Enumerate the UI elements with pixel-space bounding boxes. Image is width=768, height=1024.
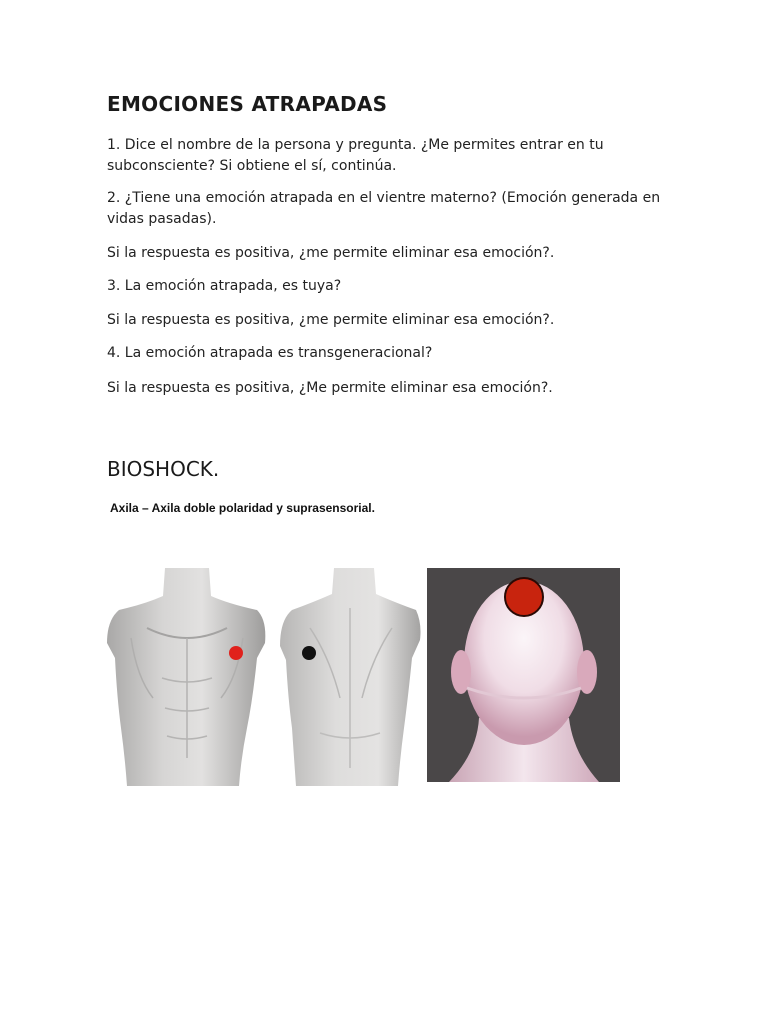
front-axilla-marker (229, 646, 243, 660)
paragraph-step-1: 1. Dice el nombre de la persona y pregunta. ¿Me permites entrar en tu subconsciente? Si obtiene el sí, continúa. (107, 137, 604, 174)
head-crown-marker (505, 578, 543, 616)
front-torso-image (107, 568, 267, 786)
paragraph-step-4: 4. La emoción atrapada es transgeneracional? (107, 345, 433, 361)
head-image (427, 568, 620, 782)
page-title: EMOCIONES ATRAPADAS (107, 92, 388, 116)
back-torso-image (280, 568, 422, 786)
paragraph-positive-2: Si la respuesta es positiva, ¿me permite eliminar esa emoción?. (107, 312, 555, 328)
back-axilla-marker (302, 646, 316, 660)
section-title: BIOSHOCK. (107, 457, 220, 481)
paragraph-step-2: 2. ¿Tiene una emoción atrapada en el vientre materno? (Emoción generada en vidas pasadas). (107, 190, 661, 227)
paragraph-step-3: 3. La emoción atrapada, es tuya? (107, 278, 342, 294)
figure-caption: Axila – Axila doble polaridad y suprasensorial. (110, 501, 375, 515)
paragraph-positive-1: Si la respuesta es positiva, ¿me permite eliminar esa emoción?. (107, 245, 555, 261)
paragraph-positive-3: Si la respuesta es positiva, ¿Me permite eliminar esa emoción?. (107, 380, 553, 396)
